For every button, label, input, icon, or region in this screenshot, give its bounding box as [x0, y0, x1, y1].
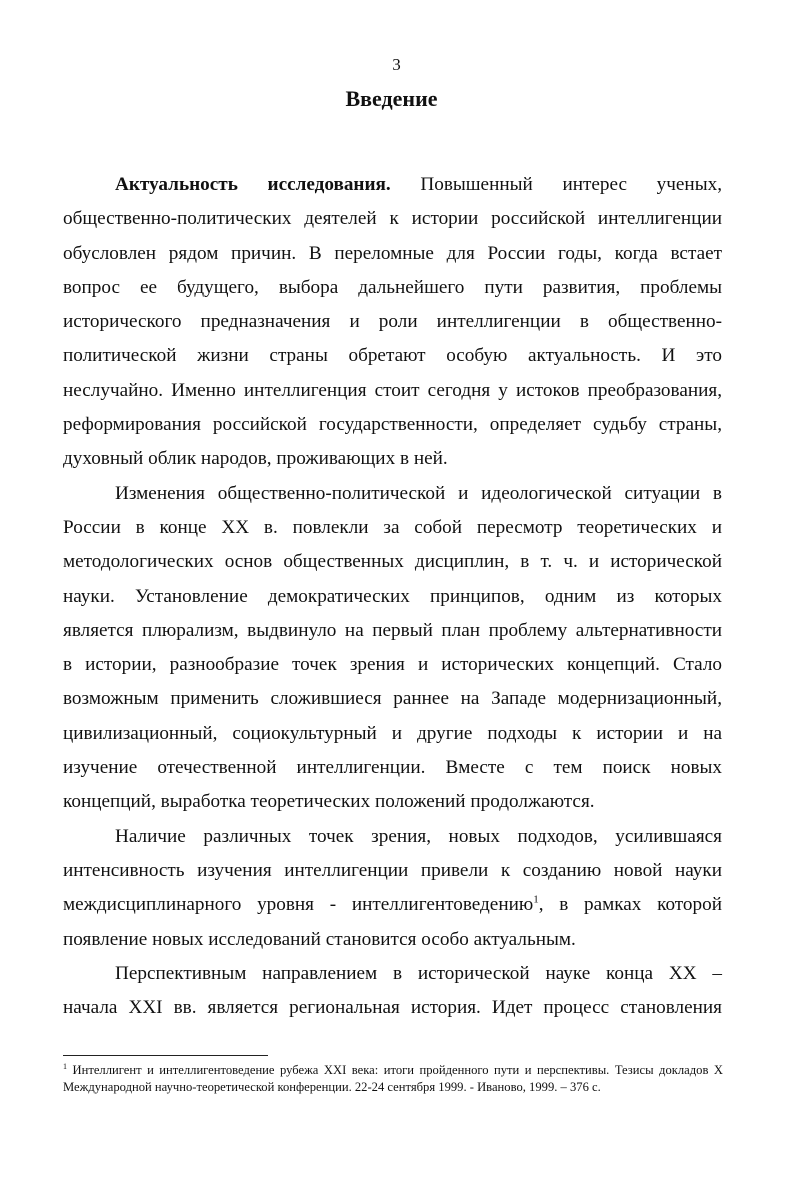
paragraph [63, 957, 722, 1026]
footnote-text: Интеллигент и интеллигентоведение рубежа XXI века: итоги пройденного пути и перспективы. Тезисы докладов X Международной научно-теоретической конференции. 22-24 сентября 1999. - Иваново, 1999. – 376 с. [63, 1063, 723, 1094]
footnote-marker: 1 [63, 1061, 67, 1071]
text-line [63, 785, 722, 819]
text-line [63, 237, 722, 271]
text-line [63, 408, 722, 442]
text-segment: появление новых исследований становится особо актуальным. [63, 928, 576, 950]
text-line [63, 305, 722, 339]
text-line [63, 682, 722, 716]
text-segment: возможным применить сложившиеся раннее на Западе модернизационный, [63, 688, 722, 710]
text-line [63, 580, 722, 614]
text-line [63, 545, 722, 579]
text-segment: общественно-политических деятелей к истории российской интеллигенции [63, 208, 722, 230]
text-line [63, 202, 722, 236]
footnote-reference: 1 [533, 893, 539, 906]
text-line [63, 442, 722, 476]
text-segment: вопрос ее будущего, выбора дальнейшего пути развития, проблемы [63, 276, 722, 298]
paragraph [63, 168, 722, 477]
text-line [63, 339, 722, 373]
text-segment: интенсивность изучения интеллигенции привели к созданию новой науки [63, 859, 722, 881]
text-line [63, 477, 722, 511]
text-line [63, 648, 722, 682]
text-segment: , в рамках которой [538, 894, 722, 916]
text-segment: Наличие различных точек зрения, новых подходов, усилившаяся [115, 825, 722, 847]
text-segment: цивилизационный, социокультурный и другие подходы к истории и на [63, 722, 722, 744]
text-segment: Перспективным направлением в исторической науке конца XX – [115, 962, 722, 984]
text-line [63, 854, 722, 888]
text-line [63, 511, 722, 545]
text-line [63, 820, 722, 854]
text-line [63, 271, 722, 305]
text-segment: исторического предназначения и роли интеллигенции в общественно- [63, 311, 722, 333]
footnote [63, 1062, 723, 1096]
text-segment: междисциплинарного уровня - интеллигентоведению [63, 894, 534, 916]
text-line [63, 717, 722, 751]
paragraph [63, 820, 722, 957]
body-text [63, 168, 722, 1025]
text-segment: реформирования российской государственности, определяет судьбу страны, [63, 414, 722, 436]
text-line [63, 751, 722, 785]
footnote-divider [63, 1055, 268, 1056]
page-number: 3 [392, 55, 401, 74]
text-segment: обусловлен рядом причин. В переломные для России годы, когда встает [63, 242, 722, 264]
text-segment: неслучайно. Именно интеллигенция стоит сегодня у истоков преобразования, [63, 379, 722, 401]
text-segment: науки. Установление демократических принципов, одним из которых [63, 585, 722, 607]
text-segment: является плюрализм, выдвинуло на первый план проблему альтернативности [63, 619, 722, 641]
text-line [63, 991, 722, 1025]
text-line [63, 374, 722, 408]
bold-lead-text: Актуальность исследования. [115, 174, 391, 195]
text-line [63, 168, 722, 202]
text-segment: Изменения общественно-политической и идеологической ситуации в [115, 482, 722, 504]
text-segment: концепций, выработка теоретических положений продолжаются. [63, 791, 595, 813]
text-line [63, 888, 722, 922]
text-segment: начала XXI вв. является региональная история. Идет процесс становления [63, 997, 722, 1019]
text-segment: методологических основ общественных дисциплин, в т. ч. и исторической [63, 551, 722, 573]
text-segment: в истории, разнообразие точек зрения и исторических концепций. Стало [63, 654, 722, 676]
text-segment: политической жизни страны обретают особую актуальность. И это [63, 345, 722, 367]
text-segment: изучение отечественной интеллигенции. Вместе с тем поиск новых [63, 757, 722, 779]
text-segment: России в конце XX в. повлекли за собой пересмотр теоретических и [63, 516, 722, 538]
text-line [63, 614, 722, 648]
section-title: Введение [345, 86, 438, 111]
text-line [63, 957, 722, 991]
paragraph [63, 477, 722, 820]
text-segment: Повышенный интерес ученых, [390, 174, 722, 195]
text-segment: духовный облик народов, проживающих в ней. [63, 448, 448, 470]
text-line [63, 923, 722, 957]
